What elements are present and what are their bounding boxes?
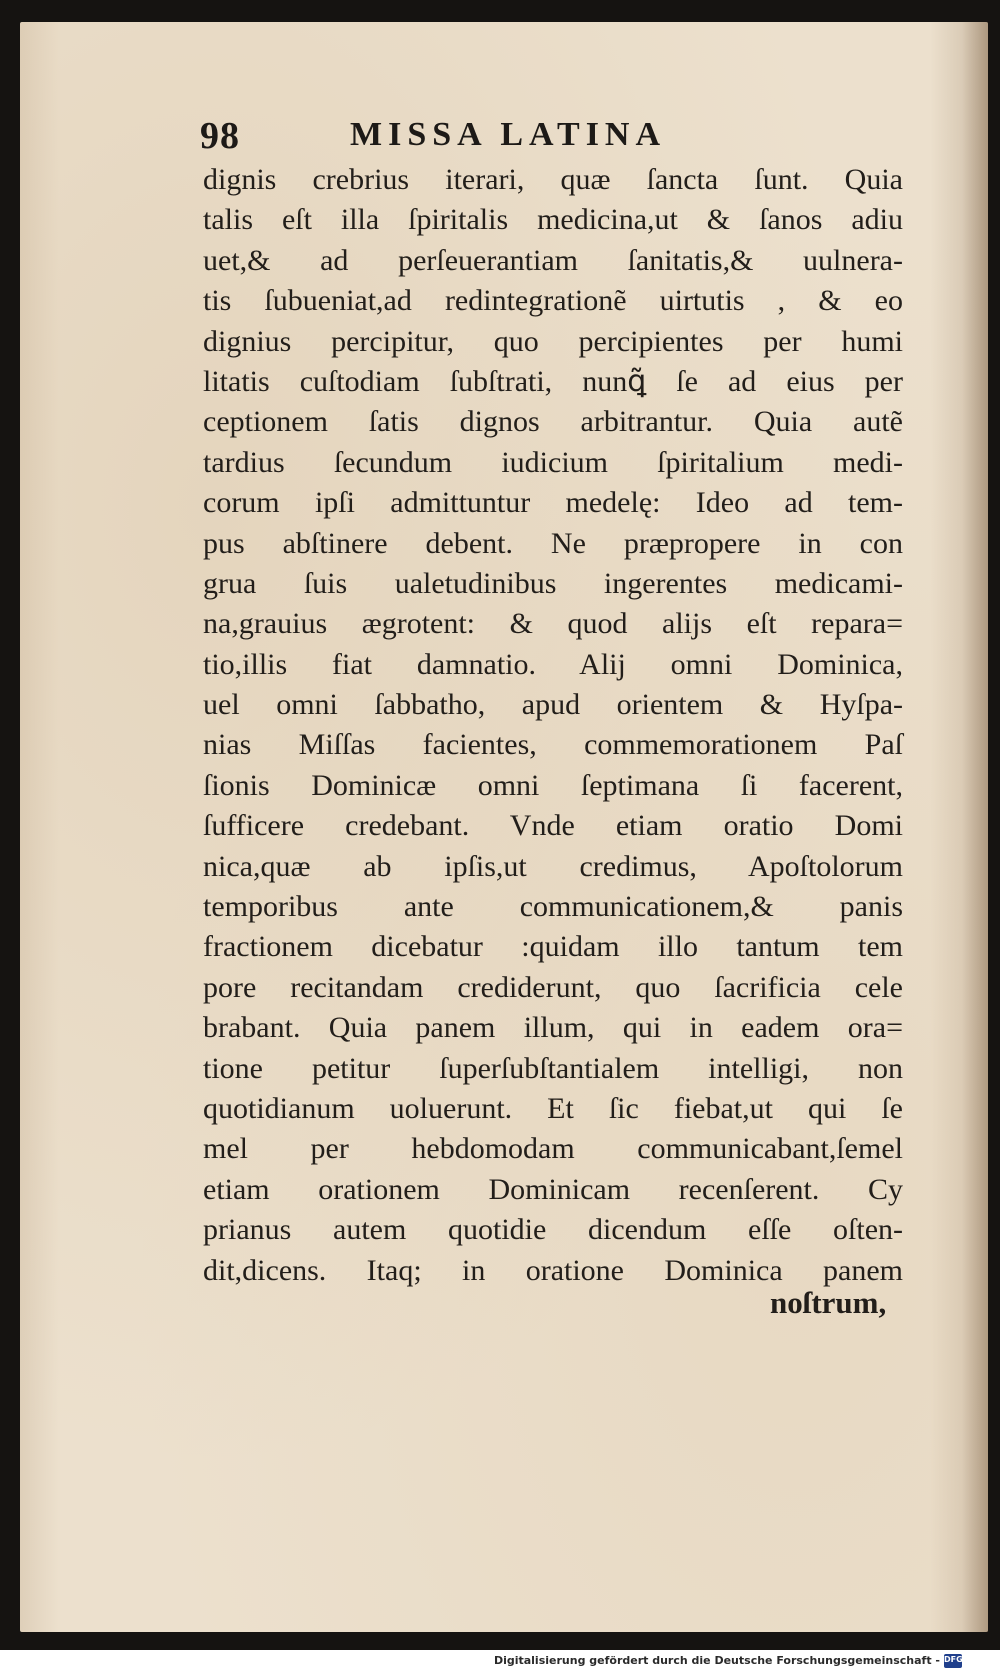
body-text (203, 160, 903, 1291)
text-line: corum ipſi admittuntur medelę: Ideo ad tem- (203, 486, 903, 520)
text-line: temporibus ante communicationem,& panis (203, 890, 903, 924)
text-line: dit,dicens. Itaq; in oratione Dominica panem (203, 1253, 903, 1287)
page-edge-shadow (962, 22, 988, 1632)
text-line: dignis crebrius iterari, quæ ſancta ſunt. Quia (203, 163, 903, 196)
funding-credit: Digitalisierung gefördert durch die Deutsche Forschungsgemeinschaft - (493, 1654, 940, 1667)
text-line: tione petitur ſuperſubſtantialem intelligi, non (203, 1051, 903, 1085)
dfg-logo-text: DFG (944, 1655, 963, 1664)
text-line: pore recitandam crediderunt, quo ſacrificia cele (203, 970, 903, 1004)
text-line: litatis cuſtodiam ſubſtrati, nunꝗ̃ ſe ad eius per (203, 364, 903, 398)
text-line: tardius ſecundum iudicium ſpiritalium medi- (203, 445, 903, 479)
text-line: ceptionem ſatis dignos arbitrantur. Quia autẽ (203, 405, 903, 439)
catchword: noſtrum, (770, 1285, 887, 1320)
text-line: na,grauius ægrotent: & quod alijs eſt repara= (203, 607, 903, 641)
page-header (200, 114, 760, 160)
text-line: tio,illis fiat damnatio. Alij omni Dominica, (203, 647, 903, 681)
text-line: mel per hebdomodam communicabant,ſemel (203, 1132, 903, 1166)
text-line: ſufficere credebant. Vnde etiam oratio Domi (203, 809, 903, 843)
digitization-footer (0, 1650, 1000, 1673)
text-line: nica,quæ ab ipſis,ut credimus, Apoſtolorum (203, 849, 903, 883)
text-line: grua ſuis ualetudinibus ingerentes medicami- (203, 566, 903, 600)
text-line: nias Miſſas facientes, commemorationem Paſ (203, 728, 903, 762)
dfg-logo-icon (944, 1654, 962, 1668)
text-line: dignius percipitur, quo percipientes per humi (203, 324, 903, 358)
text-line: etiam orationem Dominicam recenſerent. Cy (203, 1172, 903, 1206)
text-line: tis ſubueniat,ad redintegrationẽ uirtutis , & eo (203, 284, 903, 318)
text-line: pus abſtinere debent. Ne præpropere in con (203, 526, 903, 560)
text-line: prianus autem quotidie dicendum eſſe oſten- (203, 1213, 903, 1247)
running-head: MISSA LATINA (350, 116, 667, 153)
page-number: 98 (200, 115, 240, 157)
text-line: brabant. Quia panem illum, qui in eadem ora= (203, 1011, 903, 1045)
text-line: uel omni ſabbatho, apud orientem & Hyſpa- (203, 688, 903, 722)
text-line: quotidianum uoluerunt. Et ſic fiebat,ut qui ſe (203, 1091, 903, 1125)
text-line: talis eſt illa ſpiritalis medicina,ut & ſanos adiu (203, 203, 903, 237)
text-line: fractionem dicebatur :quidam illo tantum tem (203, 930, 903, 964)
text-line: uet,& ad perſeuerantiam ſanitatis,& uulnera- (203, 243, 903, 277)
text-line: ſionis Dominicæ omni ſeptimana ſi facerent, (203, 768, 903, 802)
